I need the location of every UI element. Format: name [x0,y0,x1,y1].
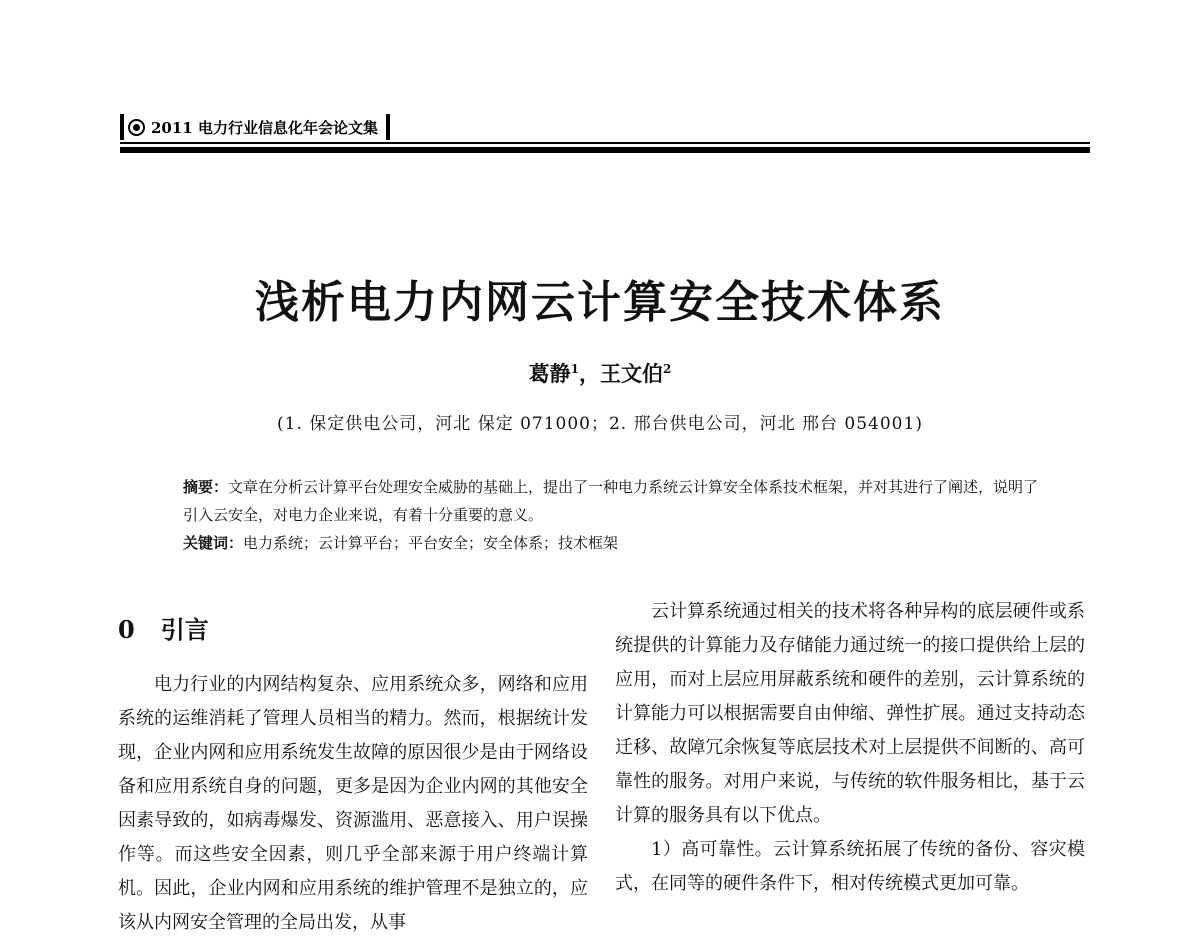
body-paragraph: 云计算系统通过相关的技术将各种异构的底层硬件或系统提供的计算能力及存储能力通过统一的接口提供给上层的应用，而对上层应用屏蔽系统和硬件的差别，云计算系统的计算能力可以根据需要自由伸缩、弹性扩展。通过支持动态迁移、故障冗余恢复等底层技术对上层提供不间断的、高可靠性的服务。对用户来说，与传统的软件服务相比，基于云计算的服务具有以下优点。 [615,601,1085,826]
running-title: 2011 电力行业信息化年会论文集 [151,118,378,137]
abstract-label: 摘要： [183,478,229,496]
proceedings-logo-icon [128,119,145,136]
right-column [615,595,1085,901]
author-line [0,358,1200,388]
section-title: 引言 [160,615,209,644]
abstract-block [183,473,1043,557]
keywords-text: 电力系统；云计算平台；平台安全；安全体系；技术框架 [243,534,619,552]
body-paragraph: 1）高可靠性。云计算系统拓展了传统的备份、容灾模式，在同等的硬件条件下，相对传统模式更加可靠。 [615,839,1085,894]
body-paragraph: 电力行业的内网结构复杂、应用系统众多，网络和应用系统的运维消耗了管理人员相当的精力。然而，根据统计发现，企业内网和应用系统发生故障的原因很少是由于网络设备和应用系统自身的问题，更多是因为企业内网的其他安全因素导致的，如病毒爆发、资源滥用、恶意接入、用户误操作等。而这些安全因素，则几乎全部来源于用户终端计算机。因此，企业内网和应用系统的维护管理不是独立的，应该从内网安全管理的全局出发，从事 [118,674,588,933]
running-header [120,114,390,140]
author-name: 王文伯 [600,361,663,386]
author-affil-mark: 1 [570,362,579,376]
paper-title: 浅析电力内网云计算安全技术体系 [255,277,945,328]
abstract-text: 文章在分析云计算平台处理安全威胁的基础上，提出了一种电力系统云计算安全体系技术框架，并对其进行了阐述，说明了引入云安全，对电力企业来说，有着十分重要的意义。 [183,478,1039,524]
author-name: 葛静 [528,361,571,386]
header-rule-thin [120,142,1090,144]
keywords-label: 关键词： [183,534,244,552]
affiliation-line: (1. 保定供电公司，河北 保定 071000；2. 邢台供电公司，河北 邢台 054001) [277,414,923,434]
section-heading [118,610,235,645]
keywords [183,529,1043,557]
author-separator: ， [579,361,600,386]
header-rule-thick [120,147,1090,153]
section-number: 0 [118,615,135,644]
abstract [183,473,1043,529]
left-column [118,668,588,940]
author-affil-mark: 2 [663,362,672,376]
